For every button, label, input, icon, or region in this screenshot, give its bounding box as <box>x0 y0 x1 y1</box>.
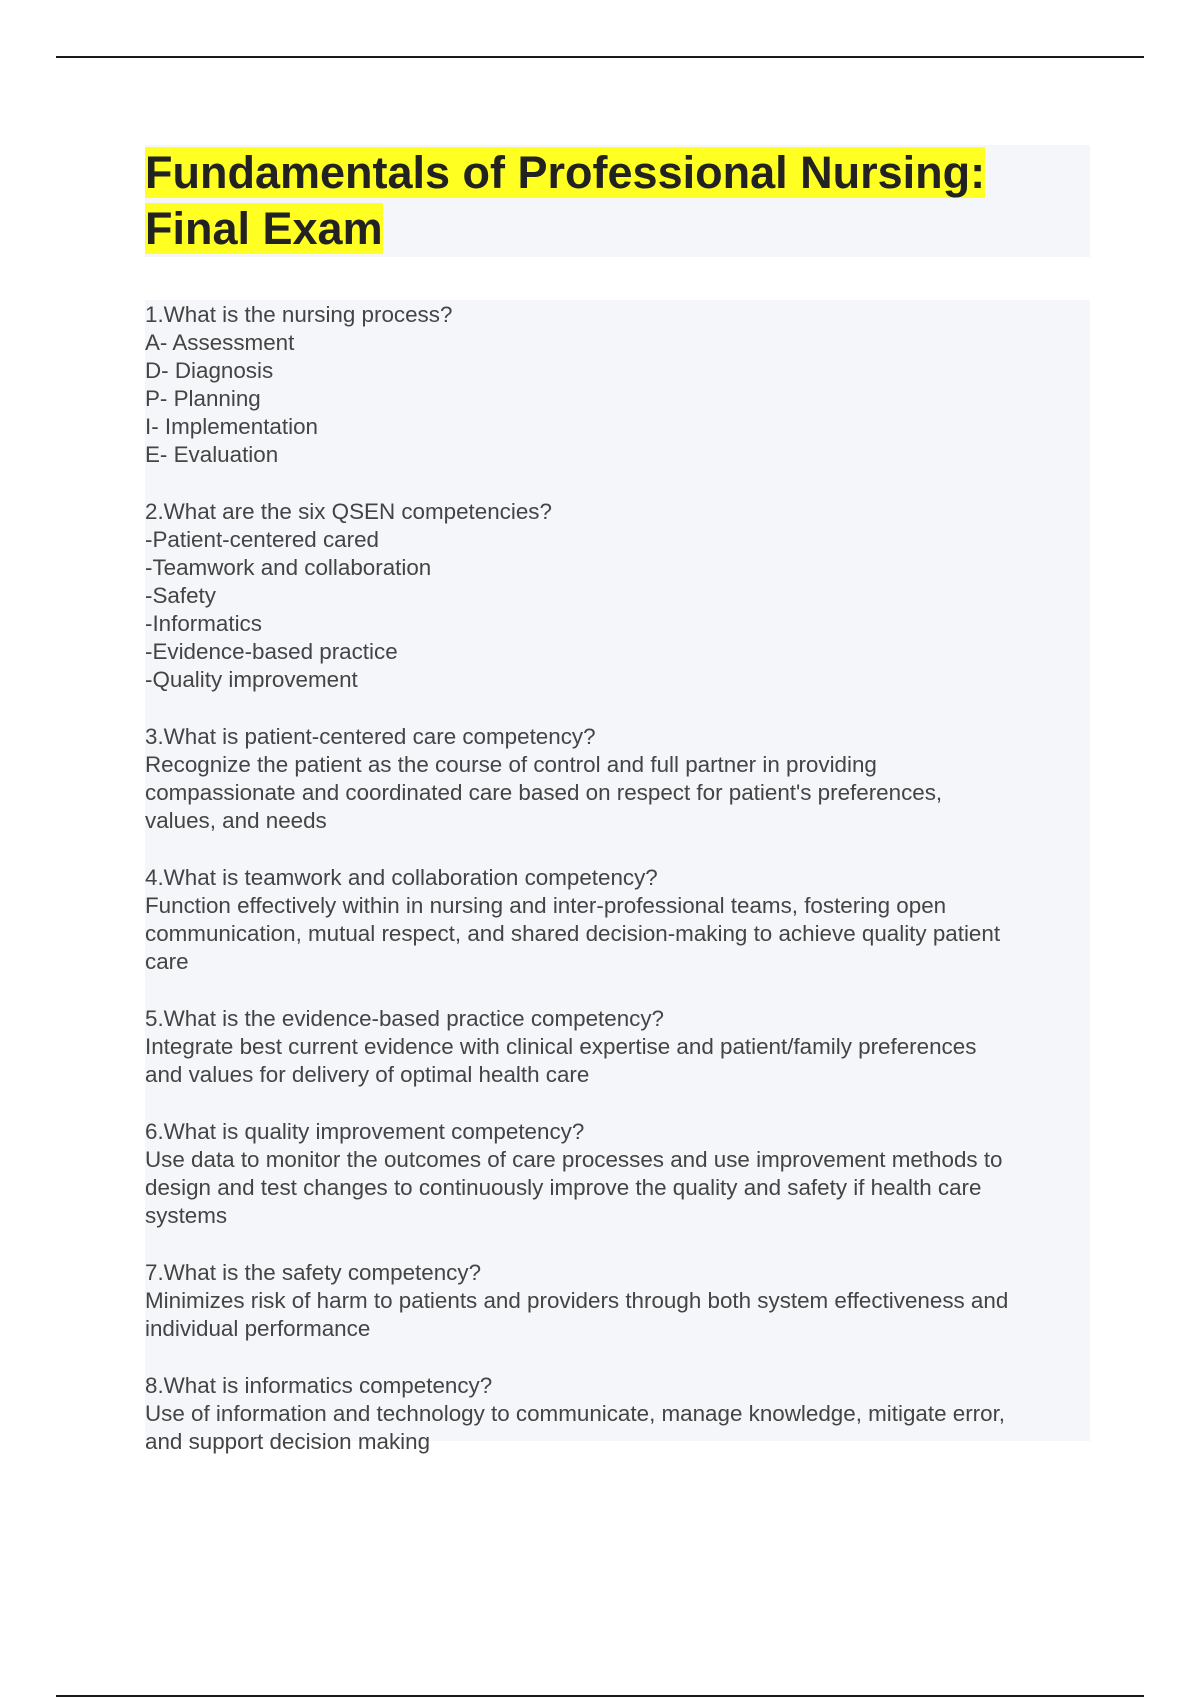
answer-line: -Patient-centered cared <box>145 527 379 552</box>
question-text: 3.What is patient-centered care competency? <box>145 724 596 749</box>
qa-item-3 <box>145 722 1090 835</box>
answer-line: -Informatics <box>145 611 262 636</box>
answer-line: values, and needs <box>145 808 327 833</box>
qa-item-8 <box>145 1371 1090 1456</box>
answer-line: individual performance <box>145 1316 371 1341</box>
question-text: 2.What are the six QSEN competencies? <box>145 499 552 524</box>
qa-item-6 <box>145 1117 1090 1230</box>
answer-line: Integrate best current evidence with clinical expertise and patient/family preferences <box>145 1034 977 1059</box>
answer-line: -Teamwork and collaboration <box>145 555 432 580</box>
question-text: 6.What is quality improvement competency? <box>145 1119 585 1144</box>
question-text: 7.What is the safety competency? <box>145 1260 482 1285</box>
answer-line: systems <box>145 1203 228 1228</box>
answer-line: E- Evaluation <box>145 442 279 467</box>
title-block <box>145 145 1090 257</box>
question-text: 1.What is the nursing process? <box>145 302 453 327</box>
qa-item-5 <box>145 1004 1090 1089</box>
top-rule <box>56 56 1144 58</box>
answer-line: care <box>145 949 189 974</box>
title-line-1: Fundamentals of Professional Nursing: <box>145 147 986 198</box>
answer-line: and support decision making <box>145 1429 431 1454</box>
answer-line: Use data to monitor the outcomes of care processes and use improvement methods to <box>145 1147 1003 1172</box>
answer-line: compassionate and coordinated care based on respect for patient's preferences, <box>145 780 943 805</box>
question-text: 4.What is teamwork and collaboration competency? <box>145 865 658 890</box>
qa-item-1 <box>145 300 1090 469</box>
answer-line: A- Assessment <box>145 330 295 355</box>
answer-line: I- Implementation <box>145 414 318 439</box>
qa-item-4 <box>145 863 1090 976</box>
answer-line: communication, mutual respect, and shared decision-making to achieve quality patient <box>145 921 1001 946</box>
bottom-rule <box>56 1695 1144 1697</box>
answer-line: Minimizes risk of harm to patients and providers through both system effectiveness and <box>145 1288 1009 1313</box>
qa-list <box>145 300 1090 1454</box>
answer-line: design and test changes to continuously improve the quality and safety if health care <box>145 1175 982 1200</box>
title-line-2: Final Exam <box>145 203 383 254</box>
answer-line: D- Diagnosis <box>145 358 274 383</box>
answer-line: Recognize the patient as the course of control and full partner in providing <box>145 752 877 777</box>
document-title <box>145 145 1090 257</box>
answer-line: Use of information and technology to communicate, manage knowledge, mitigate error, <box>145 1401 1006 1426</box>
answer-line: Function effectively within in nursing and inter-professional teams, fostering open <box>145 893 947 918</box>
answer-line: -Evidence-based practice <box>145 639 398 664</box>
answer-line: -Safety <box>145 583 216 608</box>
answer-line: and values for delivery of optimal health care <box>145 1062 590 1087</box>
question-text: 5.What is the evidence-based practice competency? <box>145 1006 664 1031</box>
question-text: 8.What is informatics competency? <box>145 1373 493 1398</box>
answer-line: P- Planning <box>145 386 261 411</box>
qa-item-7 <box>145 1258 1090 1343</box>
qa-item-2 <box>145 497 1090 694</box>
answer-line: -Quality improvement <box>145 667 358 692</box>
